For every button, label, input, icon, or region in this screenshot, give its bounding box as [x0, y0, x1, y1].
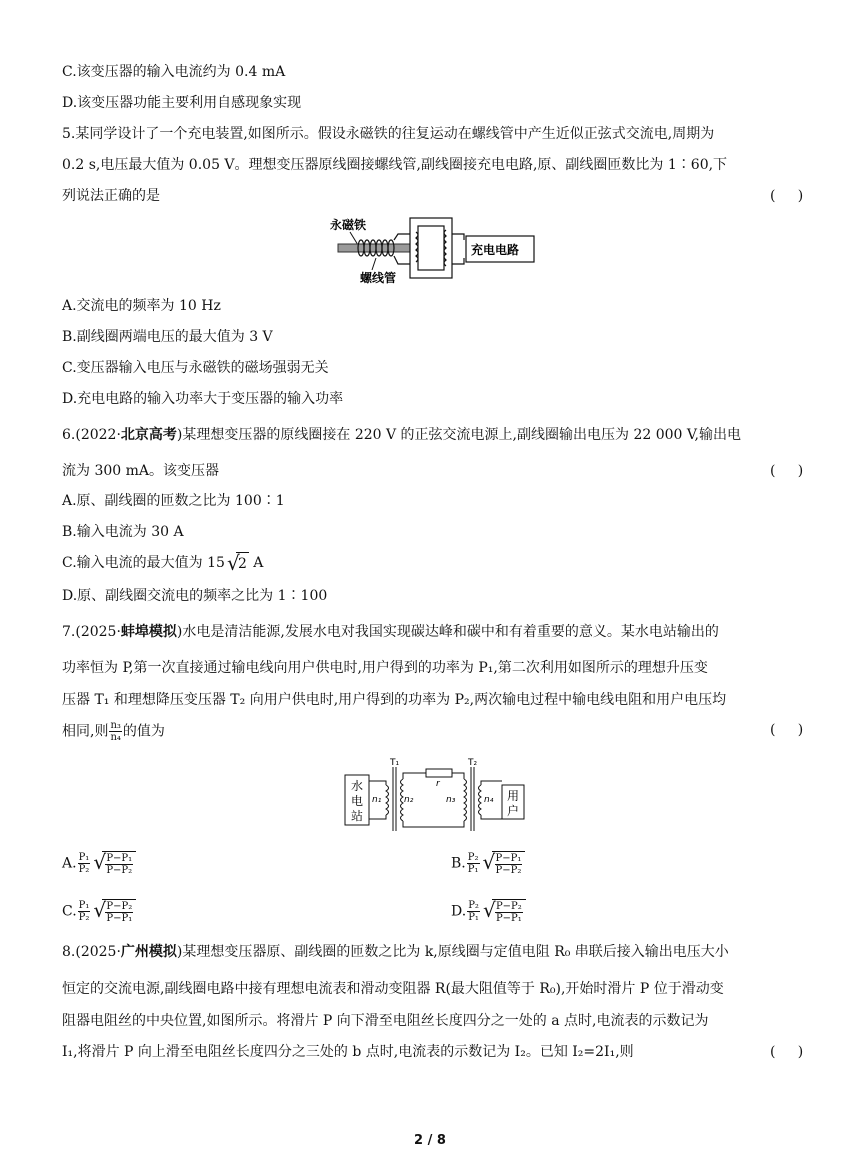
q6-stem-line2: 流为 300 mA。该变压器 [62, 463, 220, 479]
q6-source: 北京高考 [120, 427, 177, 443]
coil-n4 [479, 785, 482, 815]
q4-option-d: D.该变压器功能主要利用自感现象实现 [62, 95, 302, 111]
svg-text:站: 站 [351, 809, 364, 823]
q5-option-b: B.副线圈两端电压的最大值为 3 V [62, 329, 273, 345]
q5-stem-line3: 列说法正确的是 [62, 188, 160, 204]
svg-text:n₃: n₃ [446, 795, 456, 805]
t1-label: T₁ [390, 758, 400, 768]
coil-n2 [401, 779, 404, 821]
line-resistor [426, 769, 452, 777]
q5-option-c: C.变压器输入电压与永磁铁的磁场强弱无关 [62, 360, 329, 376]
solenoid-label: 螺线管 [360, 271, 397, 285]
q8-stem-line4: I₁,将滑片 P 向上滑至电阻丝长度四分之三处的 b 点时,电流表的示数记为 I₂。已知 I₂=2I₁,则 [62, 1044, 634, 1060]
page-number: 2 / 8 [414, 1133, 446, 1148]
q7-option-a: A. $\frac{\text{P₁}}{\text{P₂}}$ √ $\frac{\text{P−P₁}}{\text{P−P₂}}$ [62, 851, 136, 876]
q7-stem-line1: 7.(2025·蚌埠模拟)水电是清洁能源,发展水电对我国实现碳达峰和碳中和有着重要的意义。某水电站输出的 [62, 624, 719, 640]
svg-text:n₁: n₁ [372, 795, 382, 805]
svg-text:n₂: n₂ [404, 795, 414, 805]
q5-answer-blank: ( ) [770, 188, 804, 204]
turns-ratio-fraction: $\frac{\text{n₃}}{\text{n₄}}$ [110, 720, 121, 743]
t2-label: T₂ [468, 758, 478, 768]
q7-option-d: D. $\frac{\text{P₂}}{\text{P₁}}$ √ $\frac{\text{P−P₂}}{\text{P−P₁}}$ [451, 899, 526, 924]
magnet [338, 244, 410, 252]
q6-option-a: A.原、副线圈的匝数之比为 100∶1 [62, 493, 285, 509]
q7-source: 蚌埠模拟 [120, 624, 177, 640]
solenoid [358, 240, 394, 256]
q7-stem-line4: 相同,则 $\frac{\text{n₃}}{\text{n₄}}$ 的值为 [62, 720, 165, 743]
q8-stem-line1: 8.(2025·广州模拟)某理想变压器原、副线圈的匝数之比为 k,原线圈与定值电阻 R₀ 串联后接入输出电压大小 [62, 944, 729, 960]
q7-option-c: C. $\frac{\text{P₁}}{\text{P₂}}$ √ $\frac{\text{P−P₂}}{\text{P−P₁}}$ [62, 899, 136, 924]
q5-stem-line2: 0.2 s,电压最大值为 0.05 V。理想变压器原线圈接螺线管,副线圈接充电电路,原、副线圈匝数比为 1∶60,下 [62, 157, 728, 173]
q5-option-a: A.交流电的频率为 10 Hz [62, 298, 221, 314]
magnet-label: 永磁铁 [330, 218, 367, 232]
svg-text:电: 电 [351, 794, 364, 808]
q5-charger-figure [330, 212, 540, 288]
q4-option-c: C.该变压器的输入电流约为 0.4 mA [62, 64, 286, 80]
q8-stem-line2: 恒定的交流电源,副线圈电路中接有理想电流表和滑动变阻器 R(最大阻值等于 R₀),开始时滑片 P 位于滑动变 [62, 981, 724, 997]
svg-text:户: 户 [507, 804, 520, 818]
q7-stem-line2: 功率恒为 P,第一次直接通过输电线向用户供电时,用户得到的功率为 P₁,第二次利用如图所示的理想升压变 [62, 660, 708, 676]
q8-stem-line3: 阻器电阻丝的中央位置,如图所示。将滑片 P 向下滑至电阻丝长度四分之一处的 a 点时,电流表的示数记为 [62, 1013, 709, 1029]
q7-answer-blank: ( ) [770, 722, 804, 738]
q6-option-b: B.输入电流为 30 A [62, 524, 184, 540]
svg-text:水: 水 [351, 779, 364, 793]
sqrt-symbol: √ 2 [226, 551, 247, 575]
svg-text:用: 用 [507, 789, 520, 803]
q6-answer-blank: ( ) [770, 463, 804, 479]
q6-option-c: C.输入电流的最大值为 15 √ 2 A [62, 551, 264, 575]
q5-stem-line1: 5.某同学设计了一个充电装置,如图所示。假设永磁铁的往复运动在螺线管中产生近似正弦式交流电,周期为 [62, 126, 715, 142]
q5-option-d: D.充电电路的输入功率大于变压器的输入功率 [62, 391, 344, 407]
charging-circuit-label: 充电电路 [471, 243, 520, 257]
svg-text:n₄: n₄ [484, 795, 494, 805]
q6-stem-line1: 6.(2022·北京高考)某理想变压器的原线圈接在 220 V 的正弦交流电源上,副线圈输出电压为 22 000 V,输出电 [62, 427, 741, 443]
q8-source: 广州模拟 [120, 944, 177, 960]
q7-option-b: B. $\frac{\text{P₂}}{\text{P₁}}$ √ $\frac{\text{P−P₁}}{\text{P−P₂}}$ [451, 851, 525, 876]
q7-stem-line3: 压器 T₁ 和理想降压变压器 T₂ 向用户供电时,用户得到的功率为 P₂,两次输电过程中输电线电阻和用户电压均 [62, 692, 727, 708]
r-label: r [436, 779, 440, 789]
q7-transmission-figure [340, 755, 530, 835]
q8-answer-blank: ( ) [770, 1044, 804, 1060]
q6-option-d: D.原、副线圈交流电的频率之比为 1∶100 [62, 588, 328, 604]
coil-n1 [386, 785, 389, 815]
coil-n3 [464, 779, 467, 821]
